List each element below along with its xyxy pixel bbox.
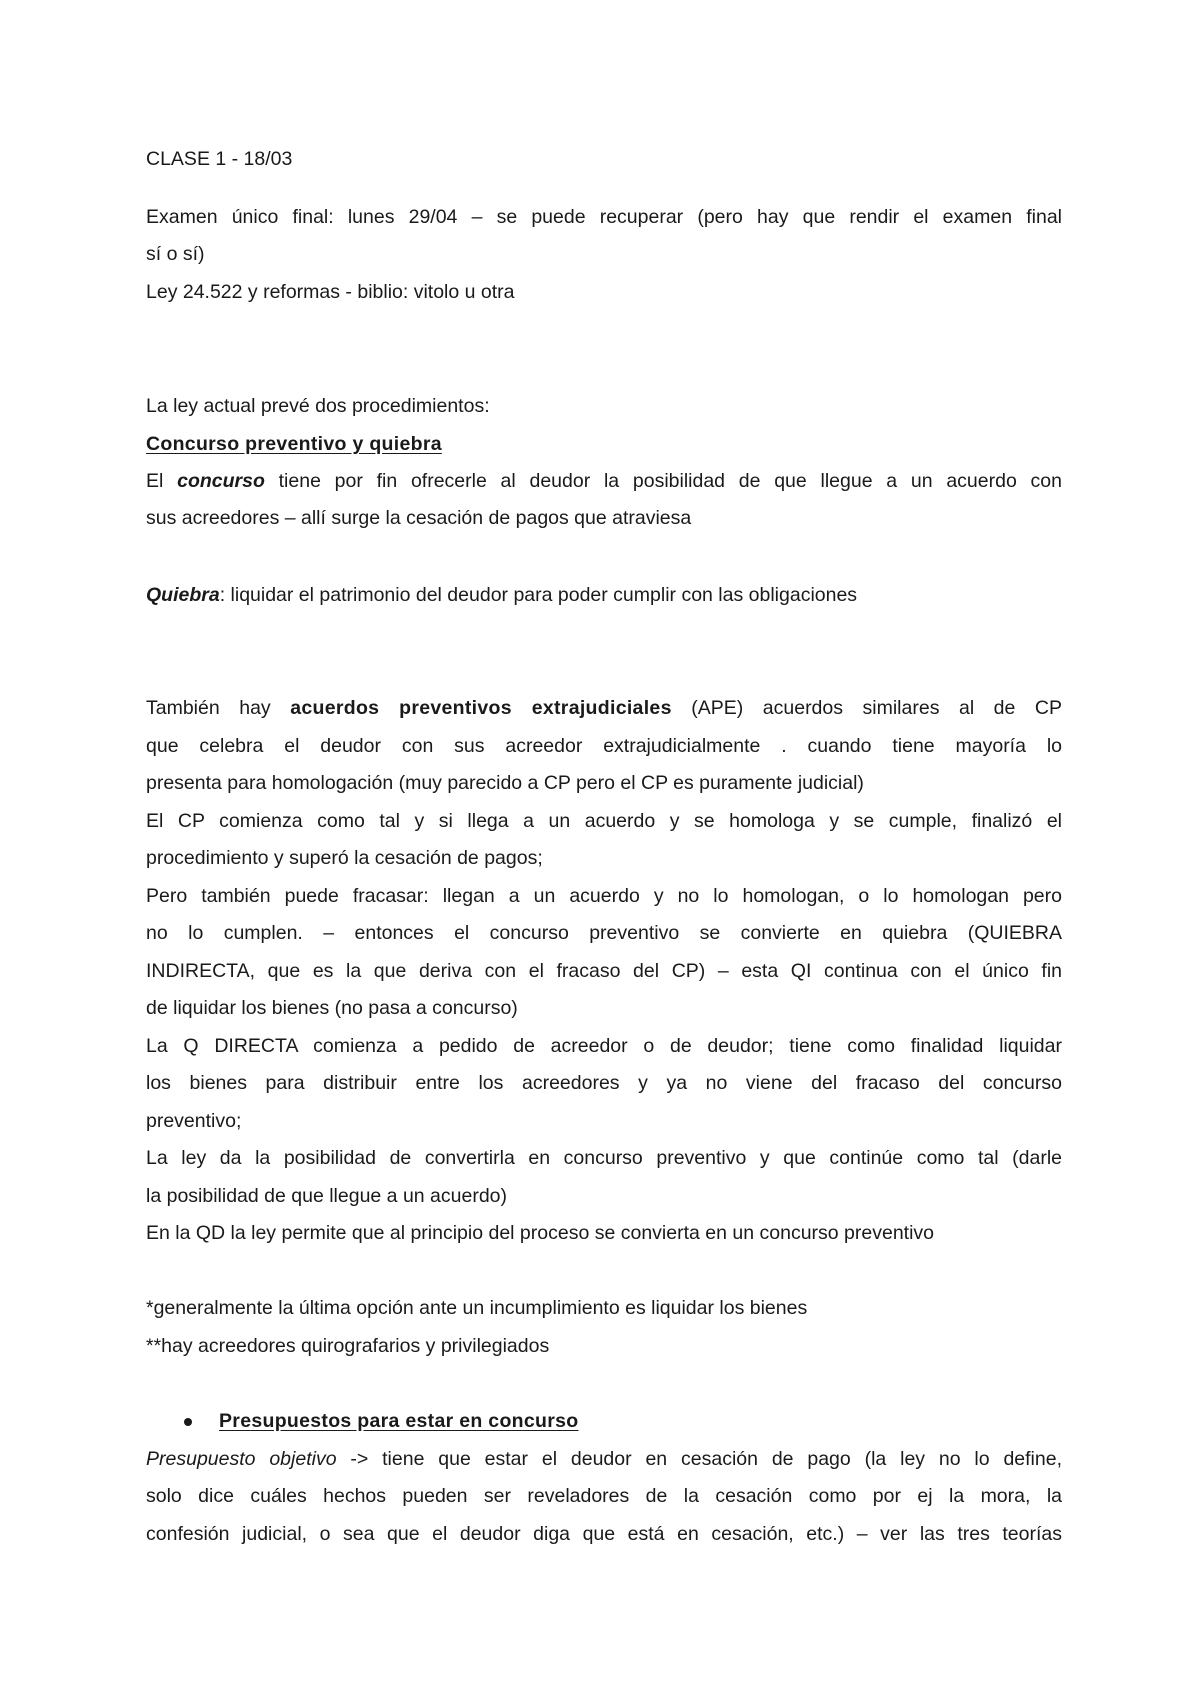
presupuesto-line-1 [146, 1447, 1062, 1471]
cp-line: preventivo; [146, 1110, 242, 1132]
ape-prefix: También hay [146, 697, 291, 719]
cp-line: procedimiento y superó la cesación de pagos; [146, 847, 543, 869]
concurso-line-1-rest: tiene por fin ofrecerle al deudor la posibilidad de que llegue a un acuerdo con [264, 470, 1062, 492]
note-line: **hay acreedores quirografarios y privilegiados [146, 1335, 550, 1357]
cp-line: El CP comienza como tal y si llega a un acuerdo y se homologa y se cumple, finalizó el [146, 810, 1062, 832]
presupuesto-line-1-rest: -> tiene que estar el deudor en cesación de pago (la ley no lo define, [336, 1448, 1063, 1470]
ape-term: acuerdos preventivos extrajudiciales [290, 697, 672, 719]
quiebra-term: Quiebra [146, 584, 220, 606]
quiebra-rest: : liquidar el patrimonio del deudor para poder cumplir con las obligaciones [219, 584, 858, 606]
cp-line: Pero también puede fracasar: llegan a un acuerdo y no lo homologan, o lo homologan pero [146, 885, 1062, 907]
cp-line: no lo cumplen. – entonces el concurso preventivo se convierte en quiebra (QUIEBRA [146, 922, 1062, 944]
bullet-heading-presupuestos: Presupuestos para estar en concurso [219, 1410, 579, 1432]
ape-paragraph-line-2: que celebra el deudor con sus acreedor extrajudicialmente . cuando tiene mayoría lo [146, 735, 1062, 757]
ape-paragraph-line-1 [146, 696, 1062, 720]
quiebra-paragraph [146, 583, 857, 607]
concurso-term: concurso [177, 470, 265, 492]
cp-line: En la QD la ley permite que al principio del proceso se convierta en un concurso preventivo [146, 1222, 935, 1244]
document-title: CLASE 1 - 18/03 [146, 148, 293, 170]
cp-line: La Q DIRECTA comienza a pedido de acreedor o de deudor; tiene como finalidad liquidar [146, 1035, 1062, 1057]
bullet-icon [184, 1418, 192, 1426]
cp-line: la posibilidad de que llegue a un acuerdo) [146, 1185, 508, 1207]
concurso-prefix: El [146, 470, 178, 492]
cp-line: INDIRECTA, que es la que deriva con el fracaso del CP) – esta QI continua con el único fin [146, 960, 1062, 982]
concurso-paragraph-line-1 [146, 469, 1062, 493]
section-heading-concurso-quiebra: Concurso preventivo y quiebra [146, 433, 442, 455]
exam-line-2: sí o sí) [146, 243, 205, 265]
presupuesto-line-2: solo dice cuáles hechos pueden ser reveladores de la cesación como por ej la mora, la [146, 1485, 1062, 1507]
cp-line: los bienes para distribuir entre los acreedores y ya no viene del fracaso del concurso [146, 1072, 1062, 1094]
presupuesto-term: Presupuesto objetivo [146, 1448, 337, 1470]
cp-line: La ley da la posibilidad de convertirla en concurso preventivo y que continúe como tal (darle [146, 1147, 1062, 1169]
presupuesto-line-3: confesión judicial, o sea que el deudor diga que está en cesación, etc.) – ver las tres teorías [146, 1523, 1062, 1545]
note-line: *generalmente la última opción ante un incumplimiento es liquidar los bienes [146, 1297, 808, 1319]
intro-line: La ley actual prevé dos procedimientos: [146, 395, 490, 417]
cp-line: de liquidar los bienes (no pasa a concurso) [146, 997, 518, 1019]
concurso-paragraph-line-2: sus acreedores – allí surge la cesación de pagos que atraviesa [146, 507, 692, 529]
ape-line-1-rest: (APE) acuerdos similares al de CP [671, 697, 1062, 719]
law-line: Ley 24.522 y reformas - biblio: vitolo u otra [146, 281, 515, 303]
exam-line-1: Examen único final: lunes 29/04 – se puede recuperar (pero hay que rendir el examen final [146, 206, 1062, 228]
ape-paragraph-line-3: presenta para homologación (muy parecido a CP pero el CP es puramente judicial) [146, 772, 864, 794]
